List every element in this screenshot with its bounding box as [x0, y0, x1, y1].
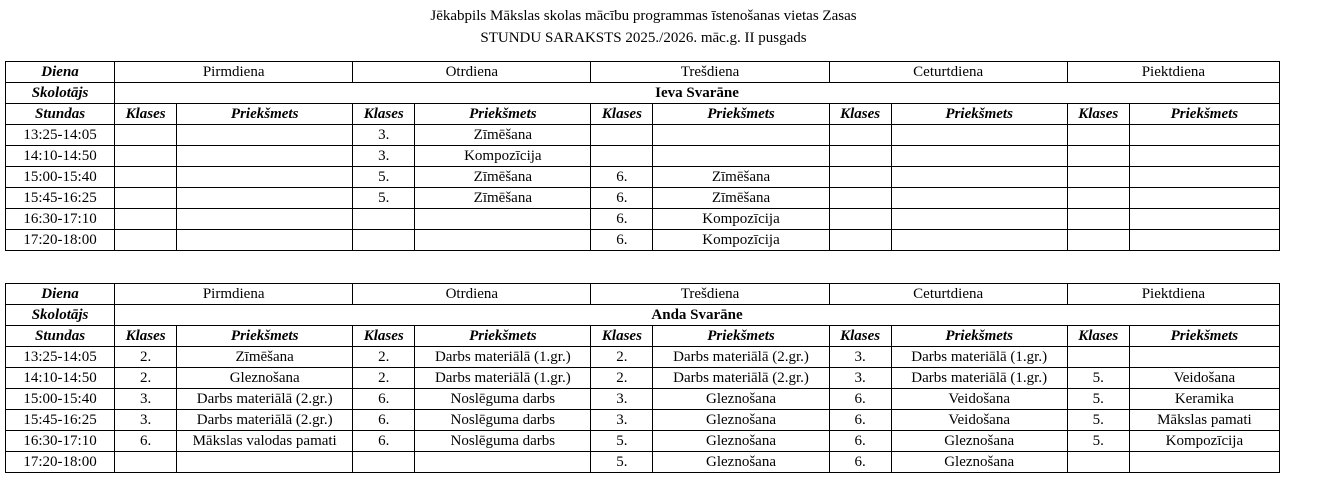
- klases-header: Klases: [591, 326, 653, 347]
- diena-label: Diena: [6, 62, 115, 83]
- subject-cell: [1129, 230, 1279, 251]
- klases-header: Klases: [591, 104, 653, 125]
- teacher-row: [6, 83, 1280, 104]
- subject-cell: Darbs materiālā (1.gr.): [891, 347, 1067, 368]
- time-slot: 16:30-17:10: [6, 431, 115, 452]
- class-cell: [353, 452, 415, 473]
- class-cell: [1067, 167, 1129, 188]
- klases-header: Klases: [353, 104, 415, 125]
- time-slot: 15:00-15:40: [6, 167, 115, 188]
- class-cell: 6.: [591, 230, 653, 251]
- class-cell: [115, 452, 177, 473]
- klases-header: Klases: [829, 326, 891, 347]
- time-slot: 14:10-14:50: [6, 368, 115, 389]
- time-slot: 14:10-14:50: [6, 146, 115, 167]
- subject-cell: [1129, 347, 1279, 368]
- class-cell: 6.: [829, 389, 891, 410]
- prieksmets-header: Priekšmets: [653, 104, 829, 125]
- lesson-row: [6, 347, 1280, 368]
- time-slot: 15:45-16:25: [6, 410, 115, 431]
- lesson-row: [6, 452, 1280, 473]
- time-slot: 15:00-15:40: [6, 389, 115, 410]
- class-cell: [591, 146, 653, 167]
- subject-cell: [177, 209, 353, 230]
- subject-cell: Mākslas pamati: [1129, 410, 1279, 431]
- subject-cell: Zīmēšana: [177, 347, 353, 368]
- klases-header: Klases: [1067, 104, 1129, 125]
- subject-cell: Kompozīcija: [1129, 431, 1279, 452]
- subject-cell: [891, 125, 1067, 146]
- class-cell: 6.: [115, 431, 177, 452]
- klases-header: Klases: [115, 326, 177, 347]
- prieksmets-header: Priekšmets: [177, 104, 353, 125]
- subject-cell: Gleznošana: [653, 389, 829, 410]
- subject-cell: Kompozīcija: [653, 209, 829, 230]
- subject-cell: Kompozīcija: [653, 230, 829, 251]
- class-cell: 5.: [591, 452, 653, 473]
- class-cell: 2.: [353, 347, 415, 368]
- time-slot: 13:25-14:05: [6, 347, 115, 368]
- klases-header: Klases: [1067, 326, 1129, 347]
- column-header-row: [6, 326, 1280, 347]
- class-cell: 5.: [1067, 389, 1129, 410]
- class-cell: 6.: [829, 410, 891, 431]
- class-cell: 5.: [353, 167, 415, 188]
- skolotajs-label: Skolotājs: [6, 83, 115, 104]
- teacher-name: Ieva Svarāne: [115, 83, 1280, 104]
- class-cell: 2.: [591, 368, 653, 389]
- subject-cell: [891, 167, 1067, 188]
- prieksmets-header: Priekšmets: [1129, 104, 1279, 125]
- time-slot: 17:20-18:00: [6, 230, 115, 251]
- class-cell: [1067, 188, 1129, 209]
- subject-cell: [415, 230, 591, 251]
- day-header-row: [6, 284, 1280, 305]
- lesson-row: [6, 209, 1280, 230]
- subject-cell: Noslēguma darbs: [415, 410, 591, 431]
- class-cell: 6.: [353, 431, 415, 452]
- subject-cell: Darbs materiālā (2.gr.): [177, 410, 353, 431]
- subject-cell: Veidošana: [1129, 368, 1279, 389]
- day-header: Otrdiena: [353, 284, 591, 305]
- lesson-row: [6, 125, 1280, 146]
- subject-cell: [1129, 209, 1279, 230]
- subject-cell: [891, 230, 1067, 251]
- prieksmets-header: Priekšmets: [1129, 326, 1279, 347]
- subject-cell: [415, 209, 591, 230]
- diena-label: Diena: [6, 284, 115, 305]
- subject-cell: Noslēguma darbs: [415, 431, 591, 452]
- subject-cell: Gleznošana: [891, 452, 1067, 473]
- lesson-row: [6, 167, 1280, 188]
- class-cell: 3.: [353, 146, 415, 167]
- class-cell: 5.: [1067, 431, 1129, 452]
- class-cell: [591, 125, 653, 146]
- class-cell: 6.: [591, 167, 653, 188]
- subject-cell: [177, 452, 353, 473]
- prieksmets-header: Priekšmets: [415, 104, 591, 125]
- subject-cell: Gleznošana: [653, 410, 829, 431]
- class-cell: [353, 209, 415, 230]
- subject-cell: [177, 146, 353, 167]
- prieksmets-header: Priekšmets: [891, 326, 1067, 347]
- class-cell: [829, 230, 891, 251]
- time-slot: 17:20-18:00: [6, 452, 115, 473]
- schedule-table-2: [5, 283, 1280, 473]
- day-header: Piektdiena: [1067, 284, 1279, 305]
- class-cell: 2.: [115, 347, 177, 368]
- subject-cell: Zīmēšana: [415, 167, 591, 188]
- class-cell: 5.: [353, 188, 415, 209]
- class-cell: 3.: [829, 368, 891, 389]
- class-cell: 6.: [829, 452, 891, 473]
- lesson-row: [6, 431, 1280, 452]
- subject-cell: Darbs materiālā (2.gr.): [177, 389, 353, 410]
- class-cell: [829, 146, 891, 167]
- class-cell: [115, 209, 177, 230]
- subject-cell: [1129, 125, 1279, 146]
- class-cell: [829, 188, 891, 209]
- prieksmets-header: Priekšmets: [653, 326, 829, 347]
- class-cell: 2.: [591, 347, 653, 368]
- subject-cell: Keramika: [1129, 389, 1279, 410]
- day-header: Trešdiena: [591, 284, 829, 305]
- teacher-name: Anda Svarāne: [115, 305, 1280, 326]
- day-header: Otrdiena: [353, 62, 591, 83]
- prieksmets-header: Priekšmets: [415, 326, 591, 347]
- class-cell: [353, 230, 415, 251]
- subject-cell: Darbs materiālā (2.gr.): [653, 368, 829, 389]
- subject-cell: [653, 125, 829, 146]
- subject-cell: [653, 146, 829, 167]
- class-cell: [1067, 146, 1129, 167]
- class-cell: 6.: [353, 410, 415, 431]
- time-slot: 13:25-14:05: [6, 125, 115, 146]
- subject-cell: [177, 125, 353, 146]
- class-cell: 6.: [353, 389, 415, 410]
- prieksmets-header: Priekšmets: [891, 104, 1067, 125]
- subject-cell: [891, 146, 1067, 167]
- class-cell: [1067, 230, 1129, 251]
- lesson-row: [6, 188, 1280, 209]
- klases-header: Klases: [115, 104, 177, 125]
- klases-header: Klases: [353, 326, 415, 347]
- subject-cell: Zīmēšana: [653, 167, 829, 188]
- subject-cell: [1129, 146, 1279, 167]
- subject-cell: Gleznošana: [177, 368, 353, 389]
- class-cell: 5.: [1067, 410, 1129, 431]
- day-header: Pirmdiena: [115, 62, 353, 83]
- subject-cell: Kompozīcija: [415, 146, 591, 167]
- subject-cell: Veidošana: [891, 389, 1067, 410]
- subject-cell: [891, 209, 1067, 230]
- class-cell: 3.: [829, 347, 891, 368]
- time-slot: 16:30-17:10: [6, 209, 115, 230]
- schedule-table-1: [5, 61, 1280, 251]
- class-cell: [115, 167, 177, 188]
- class-cell: [1067, 209, 1129, 230]
- class-cell: [115, 188, 177, 209]
- subject-cell: Zīmēšana: [415, 188, 591, 209]
- skolotajs-label: Skolotājs: [6, 305, 115, 326]
- subject-cell: [891, 188, 1067, 209]
- subject-cell: [177, 230, 353, 251]
- lesson-row: [6, 230, 1280, 251]
- subject-cell: [415, 452, 591, 473]
- class-cell: 5.: [591, 431, 653, 452]
- lesson-row: [6, 146, 1280, 167]
- day-header: Trešdiena: [591, 62, 829, 83]
- teacher-row: [6, 305, 1280, 326]
- class-cell: 2.: [353, 368, 415, 389]
- class-cell: [1067, 125, 1129, 146]
- subject-cell: [1129, 188, 1279, 209]
- prieksmets-header: Priekšmets: [177, 326, 353, 347]
- stundas-label: Stundas: [6, 104, 115, 125]
- column-header-row: [6, 104, 1280, 125]
- subject-cell: Noslēguma darbs: [415, 389, 591, 410]
- subject-cell: Zīmēšana: [415, 125, 591, 146]
- subject-cell: [1129, 167, 1279, 188]
- subject-cell: Darbs materiālā (2.gr.): [653, 347, 829, 368]
- class-cell: [1067, 452, 1129, 473]
- subject-cell: Gleznošana: [653, 431, 829, 452]
- klases-header: Klases: [829, 104, 891, 125]
- document-subtitle: STUNDU SARAKSTS 2025./2026. māc.g. II pusgads: [480, 30, 807, 46]
- subject-cell: Gleznošana: [653, 452, 829, 473]
- class-cell: [1067, 347, 1129, 368]
- document-title: Jēkabpils Mākslas skolas mācību programmas īstenošanas vietas Zasas: [430, 8, 857, 24]
- subject-cell: [1129, 452, 1279, 473]
- day-header: Pirmdiena: [115, 284, 353, 305]
- subject-cell: [177, 167, 353, 188]
- class-cell: [829, 167, 891, 188]
- class-cell: 3.: [115, 410, 177, 431]
- class-cell: [115, 230, 177, 251]
- subject-cell: Darbs materiālā (1.gr.): [415, 347, 591, 368]
- class-cell: [829, 125, 891, 146]
- lesson-row: [6, 410, 1280, 431]
- class-cell: [115, 125, 177, 146]
- subject-cell: Gleznošana: [891, 431, 1067, 452]
- class-cell: 3.: [591, 389, 653, 410]
- class-cell: 5.: [1067, 368, 1129, 389]
- class-cell: 3.: [115, 389, 177, 410]
- class-cell: [829, 209, 891, 230]
- day-header: Ceturtdiena: [829, 62, 1067, 83]
- stundas-label: Stundas: [6, 326, 115, 347]
- class-cell: 6.: [829, 431, 891, 452]
- day-header-row: [6, 62, 1280, 83]
- class-cell: 6.: [591, 209, 653, 230]
- lesson-row: [6, 368, 1280, 389]
- class-cell: 3.: [353, 125, 415, 146]
- subject-cell: Zīmēšana: [653, 188, 829, 209]
- day-header: Piektdiena: [1067, 62, 1279, 83]
- class-cell: 2.: [115, 368, 177, 389]
- class-cell: 3.: [591, 410, 653, 431]
- time-slot: 15:45-16:25: [6, 188, 115, 209]
- class-cell: [115, 146, 177, 167]
- day-header: Ceturtdiena: [829, 284, 1067, 305]
- subject-cell: Darbs materiālā (1.gr.): [891, 368, 1067, 389]
- subject-cell: Darbs materiālā (1.gr.): [415, 368, 591, 389]
- class-cell: 6.: [591, 188, 653, 209]
- lesson-row: [6, 389, 1280, 410]
- subject-cell: [177, 188, 353, 209]
- subject-cell: Mākslas valodas pamati: [177, 431, 353, 452]
- subject-cell: Veidošana: [891, 410, 1067, 431]
